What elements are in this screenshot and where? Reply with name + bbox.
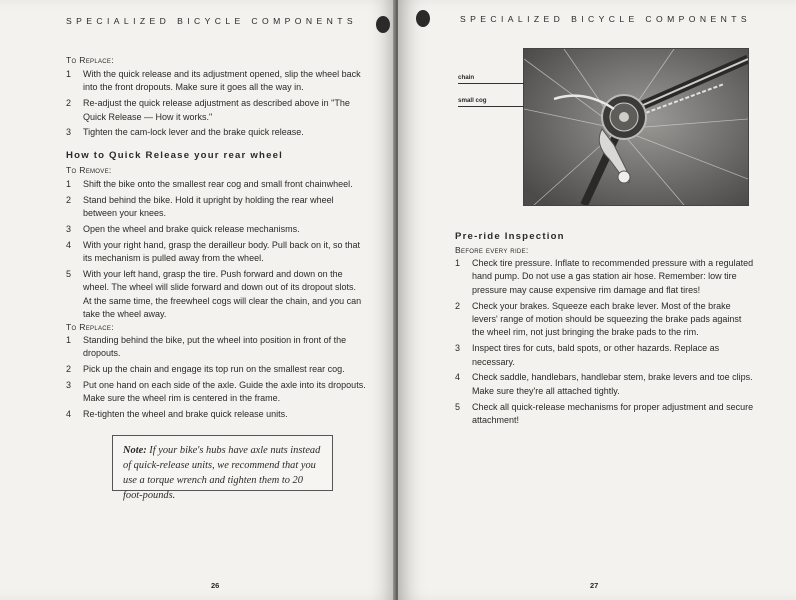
list-item bbox=[455, 401, 755, 428]
list-item bbox=[66, 334, 366, 361]
list-item bbox=[455, 342, 755, 369]
list-item bbox=[66, 223, 366, 236]
to-replace-label-2: To Replace: bbox=[66, 322, 114, 332]
running-header: SPECIALIZED BICYCLE COMPONENTS bbox=[460, 14, 752, 24]
step-text: Stand behind the bike. Hold it upright by holding the rear wheel between your knees. bbox=[83, 194, 334, 219]
note-text: If your bike's hubs have axle nuts instead of quick-release units, we recommend that you use a torque wrench and tighten them to 20 foot-pounds. bbox=[123, 445, 321, 501]
step-number: 2 bbox=[66, 194, 72, 205]
step-text: With the quick release and its adjustment opened, slip the wheel back into the front dropouts. Make sure it goes all the way in. bbox=[83, 69, 361, 93]
callout-line bbox=[458, 83, 524, 84]
step-number: 4 bbox=[66, 239, 72, 250]
running-header: SPECIALIZED BICYCLE COMPONENTS bbox=[66, 16, 358, 26]
list-item bbox=[66, 194, 366, 221]
list-item bbox=[66, 408, 366, 421]
callout-line bbox=[458, 106, 524, 107]
list-item bbox=[66, 68, 366, 95]
derailleur-photo bbox=[523, 48, 749, 206]
step-text: Check saddle, handlebars, handlebar stem, brake levers and toe clips. Make sure they're all attached tightly. bbox=[472, 372, 753, 396]
step-number: 1 bbox=[455, 258, 461, 268]
step-number: 2 bbox=[455, 300, 461, 311]
step-number: 4 bbox=[455, 372, 461, 383]
step-text: Re-adjust the quick release adjustment as described above in "The Quick Release — How it works." bbox=[83, 98, 350, 122]
step-text: Inspect tires for cuts, bald spots, or other hazards. Replace as necessary. bbox=[472, 343, 720, 367]
list-item bbox=[66, 97, 366, 124]
section-heading: Pre-ride Inspection bbox=[455, 231, 565, 242]
step-number: 3 bbox=[66, 224, 72, 234]
note-label: Note: bbox=[123, 445, 147, 456]
replace-steps-list bbox=[66, 68, 366, 142]
list-item bbox=[66, 268, 366, 322]
step-number: 2 bbox=[66, 98, 72, 109]
step-text: Tighten the cam-lock lever and the brake quick release. bbox=[83, 127, 304, 138]
list-item bbox=[66, 239, 366, 266]
step-text: Pick up the chain and engage its top run on the smallest rear cog. bbox=[83, 364, 345, 375]
inspection-steps-list bbox=[455, 257, 755, 430]
step-number: 3 bbox=[66, 380, 72, 390]
step-text: With your left hand, grasp the tire. Push forward and down on the wheel. The wheel will slide forward and down out of its dropout slots. At the same time, the freewheel cogs will clear the chain, and you can take the wheel away. bbox=[83, 269, 362, 320]
to-replace-label: To Replace: bbox=[66, 55, 114, 65]
list-item bbox=[66, 363, 366, 376]
step-text: Check your brakes. Squeeze each brake lever. Most of the brake levers' range of motion should be squeezing the brake pads against the wheel rim, not just bringing the brake pads to the rim. bbox=[472, 300, 742, 338]
step-text: Open the wheel and brake quick release mechanisms. bbox=[83, 224, 300, 234]
derailleur-illustration bbox=[524, 49, 748, 205]
list-item bbox=[66, 379, 366, 406]
callout-small-cog: small cog bbox=[458, 97, 487, 104]
left-page bbox=[0, 0, 396, 600]
step-text: Shift the bike onto the smallest rear cog and small front chainwheel. bbox=[83, 179, 353, 189]
step-number: 1 bbox=[66, 335, 72, 345]
step-text: With your right hand, grasp the derailleur body. Pull back on it, so that its mechanism is pulled away from the wheel. bbox=[83, 239, 360, 264]
step-text: Standing behind the bike, put the wheel into position in front of the dropouts. bbox=[83, 335, 347, 359]
page-number: 26 bbox=[211, 581, 220, 590]
remove-steps-list bbox=[66, 178, 366, 324]
right-page bbox=[398, 0, 796, 600]
step-number: 3 bbox=[455, 343, 461, 354]
binding-hole bbox=[416, 10, 430, 27]
replace-steps-list-2 bbox=[66, 334, 366, 424]
step-number: 1 bbox=[66, 69, 72, 79]
step-text: Re-tighten the wheel and brake quick release units. bbox=[83, 409, 288, 420]
to-remove-label: To Remove: bbox=[66, 165, 112, 175]
binding-hole bbox=[376, 16, 390, 33]
before-every-ride-label: Before every ride: bbox=[455, 245, 529, 255]
callout-chain: chain bbox=[458, 74, 475, 81]
list-item bbox=[455, 371, 755, 398]
step-text: Check all quick-release mechanisms for proper adjustment and secure attachment! bbox=[472, 401, 754, 426]
list-item bbox=[455, 300, 755, 340]
step-number: 1 bbox=[66, 179, 72, 189]
step-number: 5 bbox=[66, 269, 72, 279]
step-number: 2 bbox=[66, 364, 72, 375]
step-text: Check tire pressure. Inflate to recommended pressure with a regulated hand pump. Do not use a gas station air hose. Remember: low tire pressure may cause expensive rim damage and flat tires! bbox=[472, 258, 754, 295]
note-box bbox=[112, 435, 333, 501]
step-number: 5 bbox=[455, 401, 461, 412]
list-item bbox=[66, 126, 366, 139]
step-number: 3 bbox=[66, 127, 72, 138]
list-item bbox=[66, 178, 366, 191]
page-number: 27 bbox=[590, 581, 599, 590]
section-heading: How to Quick Release your rear wheel bbox=[66, 150, 284, 161]
step-number: 4 bbox=[66, 409, 72, 420]
step-text: Put one hand on each side of the axle. Guide the axle into its dropouts. Make sure the wheel rim is centered in the frame. bbox=[83, 380, 366, 404]
list-item bbox=[455, 257, 755, 297]
